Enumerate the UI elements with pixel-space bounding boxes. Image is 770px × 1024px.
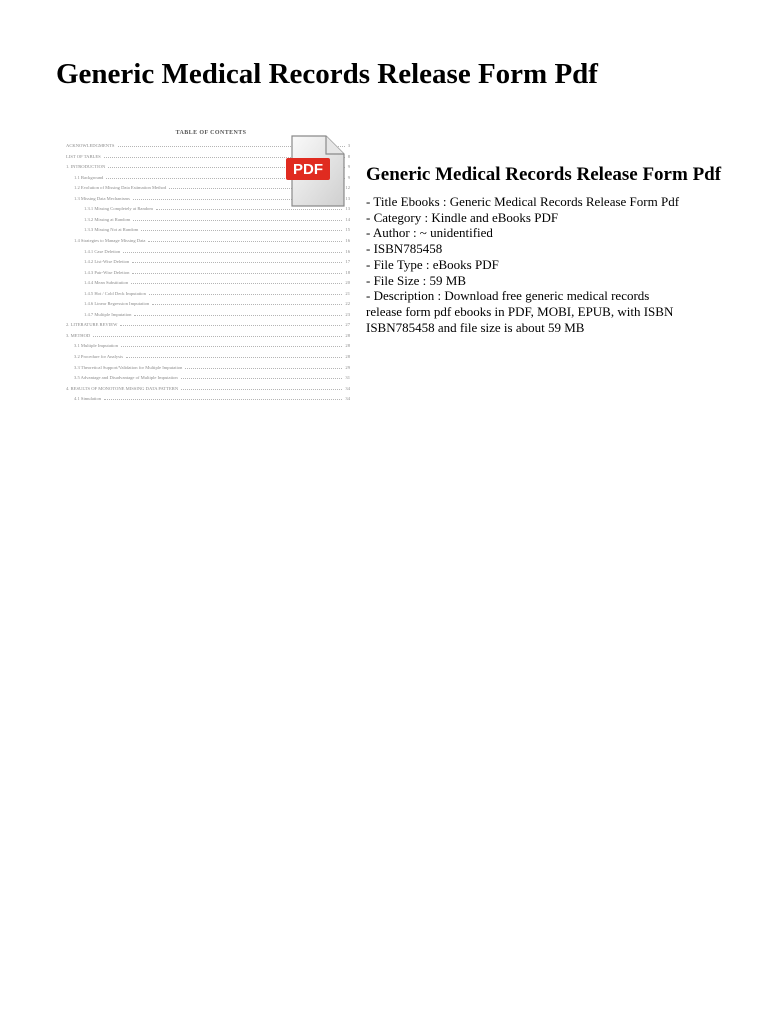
toc-row-page: 28 <box>345 343 350 349</box>
toc-row-page: 21 <box>345 290 350 296</box>
toc-row-page: 18 <box>345 269 350 275</box>
toc-row <box>66 269 350 277</box>
toc-row-page: 20 <box>345 280 350 286</box>
toc-row-leader <box>93 336 342 337</box>
toc-row-label: 1.2 Evolution of Missing Data Estimation Method <box>74 185 167 191</box>
toc-row-leader <box>149 294 342 295</box>
toc-row-label: 1.3.1 Missing Completely at Random <box>84 206 153 212</box>
toc-row-page: 9 <box>347 164 350 170</box>
toc-row-page: 28 <box>345 354 350 359</box>
toc-row <box>66 321 350 329</box>
toc-row <box>66 237 350 245</box>
toc-row-page: 31 <box>345 375 350 381</box>
toc-row-label: 1.4.4 Mean Substitution <box>84 280 129 286</box>
toc-row-label: 3.3 Theoretical Support/Validation for Multiple Imputation <box>74 364 183 370</box>
info-line-description: - Description : Download free generic medical records <box>366 288 650 304</box>
toc-row <box>66 395 350 403</box>
toc-row-leader <box>148 241 342 242</box>
toc-row-leader <box>120 325 342 326</box>
toc-row-label: 1.4.7 Multiple Imputation <box>84 311 132 317</box>
toc-row <box>66 216 350 224</box>
info-line-file-size: - File Size : 59 MB <box>366 272 467 288</box>
toc-row-label: 2. LITERATURE REVIEW <box>66 322 118 328</box>
toc-row-leader <box>152 304 342 305</box>
toc-row <box>66 258 350 266</box>
toc-row-leader <box>104 399 342 400</box>
page-title: Generic Medical Records Release Form Pdf <box>56 58 598 90</box>
toc-row-page: 29 <box>345 364 350 370</box>
info-line-isbn: - ISBN785458 <box>366 241 443 257</box>
toc-row <box>66 279 350 287</box>
toc-row <box>66 311 350 319</box>
toc-row <box>66 290 350 298</box>
toc-row-page: 28 <box>345 332 350 338</box>
toc-row-page: 15 <box>345 227 350 233</box>
toc-row-page: 16 <box>345 237 350 243</box>
toc-row-label: 3. METHOD <box>66 332 91 338</box>
toc-row-leader <box>181 389 342 390</box>
toc-row-leader <box>141 230 342 231</box>
toc-row-label: 1.4.6 Linear Regression Imputation <box>84 301 150 307</box>
toc-row-leader <box>133 220 342 221</box>
toc-row-page: 23 <box>345 311 350 317</box>
ebook-title: Generic Medical Records Release Form Pdf <box>366 164 722 185</box>
toc-row <box>66 332 350 340</box>
toc-row-page: 13 <box>345 206 350 212</box>
toc-row <box>66 385 350 393</box>
toc-row-page: 34 <box>345 396 350 402</box>
toc-row-label: 1. INTRODUCTION <box>66 164 106 170</box>
toc-row-label: 3.1 Multiple Imputation <box>74 343 119 349</box>
toc-row-label: 3.5 Advantage and Disadvantage of Multiple Imputation <box>74 375 178 381</box>
toc-row <box>66 248 350 256</box>
toc-row-page: 34 <box>345 385 350 391</box>
toc-row-page: 27 <box>345 322 350 328</box>
toc-row-leader <box>123 252 342 253</box>
toc-row-leader <box>132 273 342 274</box>
toc-row-label: 4.1 Simulation <box>74 396 102 402</box>
pdf-icon-graphic <box>286 134 348 210</box>
toc-row-label: 1.3.2 Missing at Random <box>84 216 131 222</box>
info-line-file-type: - File Type : eBooks PDF <box>366 256 499 272</box>
toc-row-page: 3 <box>347 143 350 148</box>
toc-row <box>66 374 350 382</box>
pdf-icon-label: PDF <box>293 161 323 178</box>
toc-row-page: 9 <box>347 174 350 180</box>
toc-row-label: 1.4.5 Hot / Cold Deck Imputation <box>84 290 146 296</box>
toc-row-leader <box>185 368 342 369</box>
toc-row-page: 14 <box>345 216 350 222</box>
info-line-description-cont: release form pdf ebooks in PDF, MOBI, EPUB, with ISBN <box>366 303 674 319</box>
ebook-info <box>366 162 726 335</box>
toc-row-label: 3.2 Procedure for Analysis <box>74 354 123 359</box>
toc-row-leader <box>121 346 342 347</box>
toc-title: TABLE OF CONTENTS <box>175 130 247 136</box>
toc-row-label: 1.3.3 Missing Not at Random <box>84 227 139 233</box>
toc-row-page: 17 <box>345 259 350 265</box>
toc-row <box>66 300 350 308</box>
toc-row-label: ACKNOWLEDGMENTS <box>66 143 115 148</box>
toc-row-page: 12 <box>345 185 350 191</box>
toc-row-page: 8 <box>347 153 350 159</box>
info-line-author: - Author : ~ unidentified <box>366 225 493 241</box>
toc-row-label: 1.4.3 Pair-Wise Deletion <box>84 269 130 275</box>
toc-row <box>66 364 350 372</box>
toc-row-leader <box>134 315 342 316</box>
toc-row-label: 1.4.1 Case Deletion <box>84 248 121 254</box>
toc-row-label: 1.3 Missing Data Mechanisms <box>74 195 130 201</box>
toc-row-label: LIST OF TABLES <box>66 153 101 159</box>
info-line-category: - Category : Kindle and eBooks PDF <box>366 209 559 225</box>
toc-row-leader <box>181 378 342 379</box>
toc-row-leader <box>126 357 342 358</box>
info-line-description-end: ISBN785458 and file size is about 59 MB <box>366 319 585 335</box>
toc-row-leader <box>131 283 342 284</box>
toc-row <box>66 353 350 361</box>
info-line-title: - Title Ebooks : Generic Medical Records Release Form Pdf <box>366 194 680 209</box>
toc-row-page: 13 <box>345 195 350 201</box>
pdf-file-icon <box>286 134 348 210</box>
toc-row-label: 1.4.2 List-Wise Deletion <box>84 259 130 265</box>
toc-row <box>66 342 350 350</box>
toc-row-leader <box>132 262 342 263</box>
toc-row-label: 1.1 Background <box>74 174 104 180</box>
toc-row-page: 16 <box>345 248 350 254</box>
toc-row <box>66 226 350 234</box>
toc-row-page: 22 <box>345 301 350 307</box>
toc-row-label: 4. RESULTS OF MONOTONE MISSING DATA PATTERN <box>66 385 179 391</box>
toc-row-label: 1.4 Strategies to Manage Missing Data <box>74 237 146 243</box>
